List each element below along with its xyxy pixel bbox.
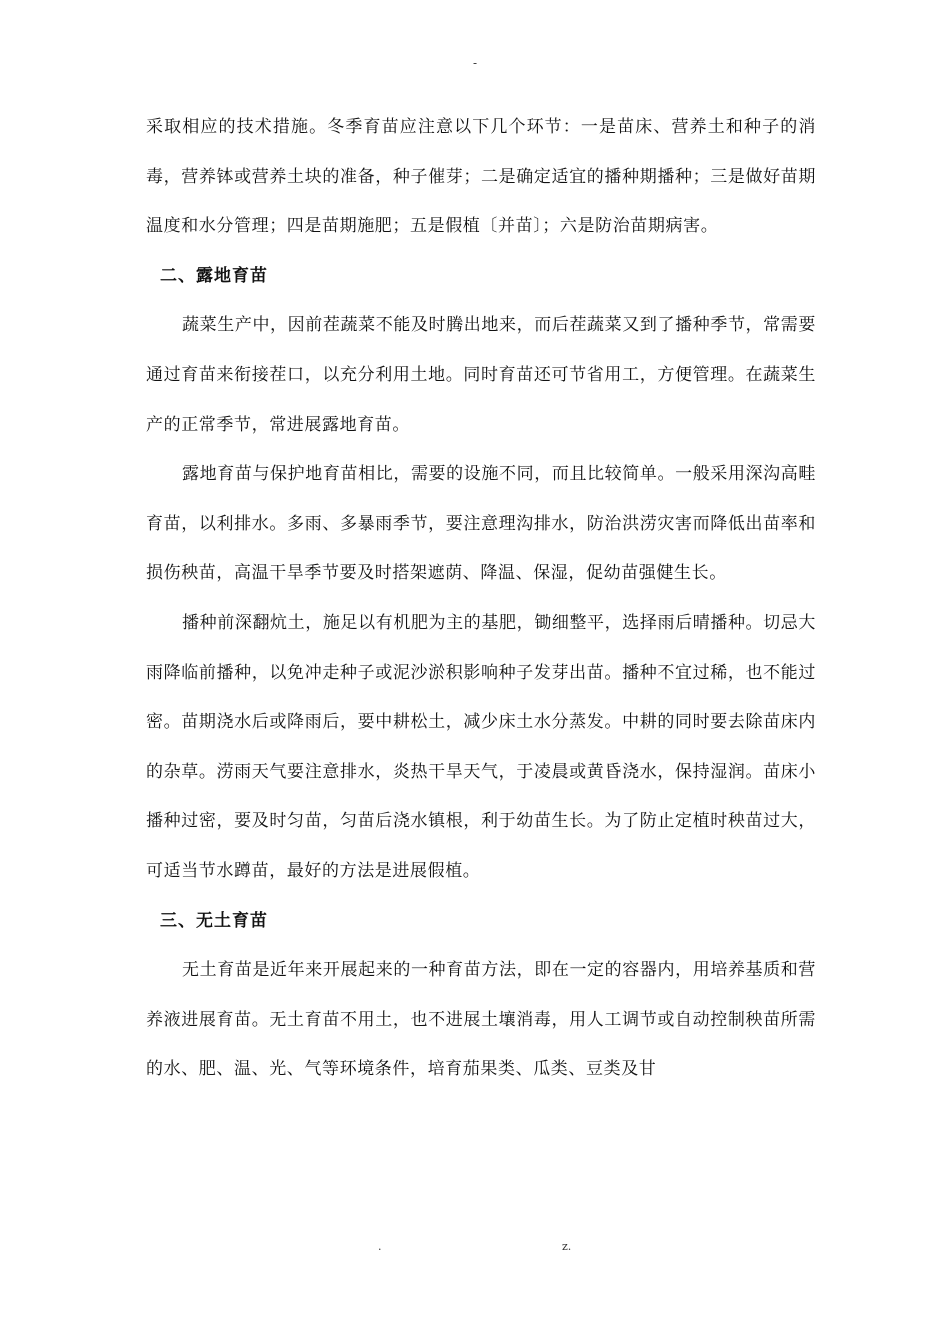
page-header-mark: - xyxy=(472,56,478,70)
section-heading-soilless: 三、无土育苗 xyxy=(160,910,268,931)
paragraph-soilless-intro: 无土育苗是近年来开展起来的一种育苗方法，即在一定的容器内，用培养基质和营养液进展育苗。无土育苗不用土，也不进展土壤消毒，用人工调节或自动控制秧苗所需的水、肥、温、光、气等环境条件，培育茄果类、瓜类、豆类及甘 xyxy=(146,960,816,1080)
paragraph-open-field-facilities: 露地育苗与保护地育苗相比，需要的设施不同，而且比较简单。一般采用深沟高畦育苗，以利排水。多雨、多暴雨季节，要注意理沟排水，防治洪涝灾害而降低出苗率和损伤秧苗，高温干旱季节要及时搭架遮荫、降温、保湿，促幼苗强健生长。 xyxy=(146,464,816,584)
page-footer-right: z. xyxy=(562,1240,572,1253)
paragraph-open-field-intro: 蔬菜生产中，因前茬蔬菜不能及时腾出地来，而后茬蔬菜又到了播种季节，常需要通过育苗来衔接茬口，以充分利用土地。同时育苗还可节省用工，方便管理。在蔬菜生产的正常季节，常进展露地育苗。 xyxy=(146,315,816,435)
page-footer-left: . xyxy=(378,1240,382,1253)
document-body xyxy=(146,103,816,1095)
paragraph-sowing-care: 播种前深翻炕土，施足以有机肥为主的基肥，锄细整平，选择雨后晴播种。切忌大雨降临前播种，以免冲走种子或泥沙淤积影响种子发芽出苗。播种不宜过稀，也不能过密。苗期浇水后或降雨后，要中耕松土，减少床土水分蒸发。中耕的同时要去除苗床内的杂草。涝雨天气要注意排水，炎热干旱天气，于凌晨或黄昏浇水，保持湿润。苗床小播种过密，要及时匀苗，匀苗后浇水镇根，利于幼苗生长。为了防止定植时秧苗过大，可适当节水蹲苗，最好的方法是进展假植。 xyxy=(146,612,816,881)
section-heading-open-field: 二、露地育苗 xyxy=(160,265,268,286)
paragraph-continuation: 采取相应的技术措施。冬季育苗应注意以下几个环节：一是苗床、营养土和种子的消毒，营养钵或营养土块的准备，种子催芽；二是确定适宜的播种期播种；三是做好苗期温度和水分管理；四是苗期施肥；五是假植〔并苗〕；六是防治苗期病害。 xyxy=(146,117,816,237)
